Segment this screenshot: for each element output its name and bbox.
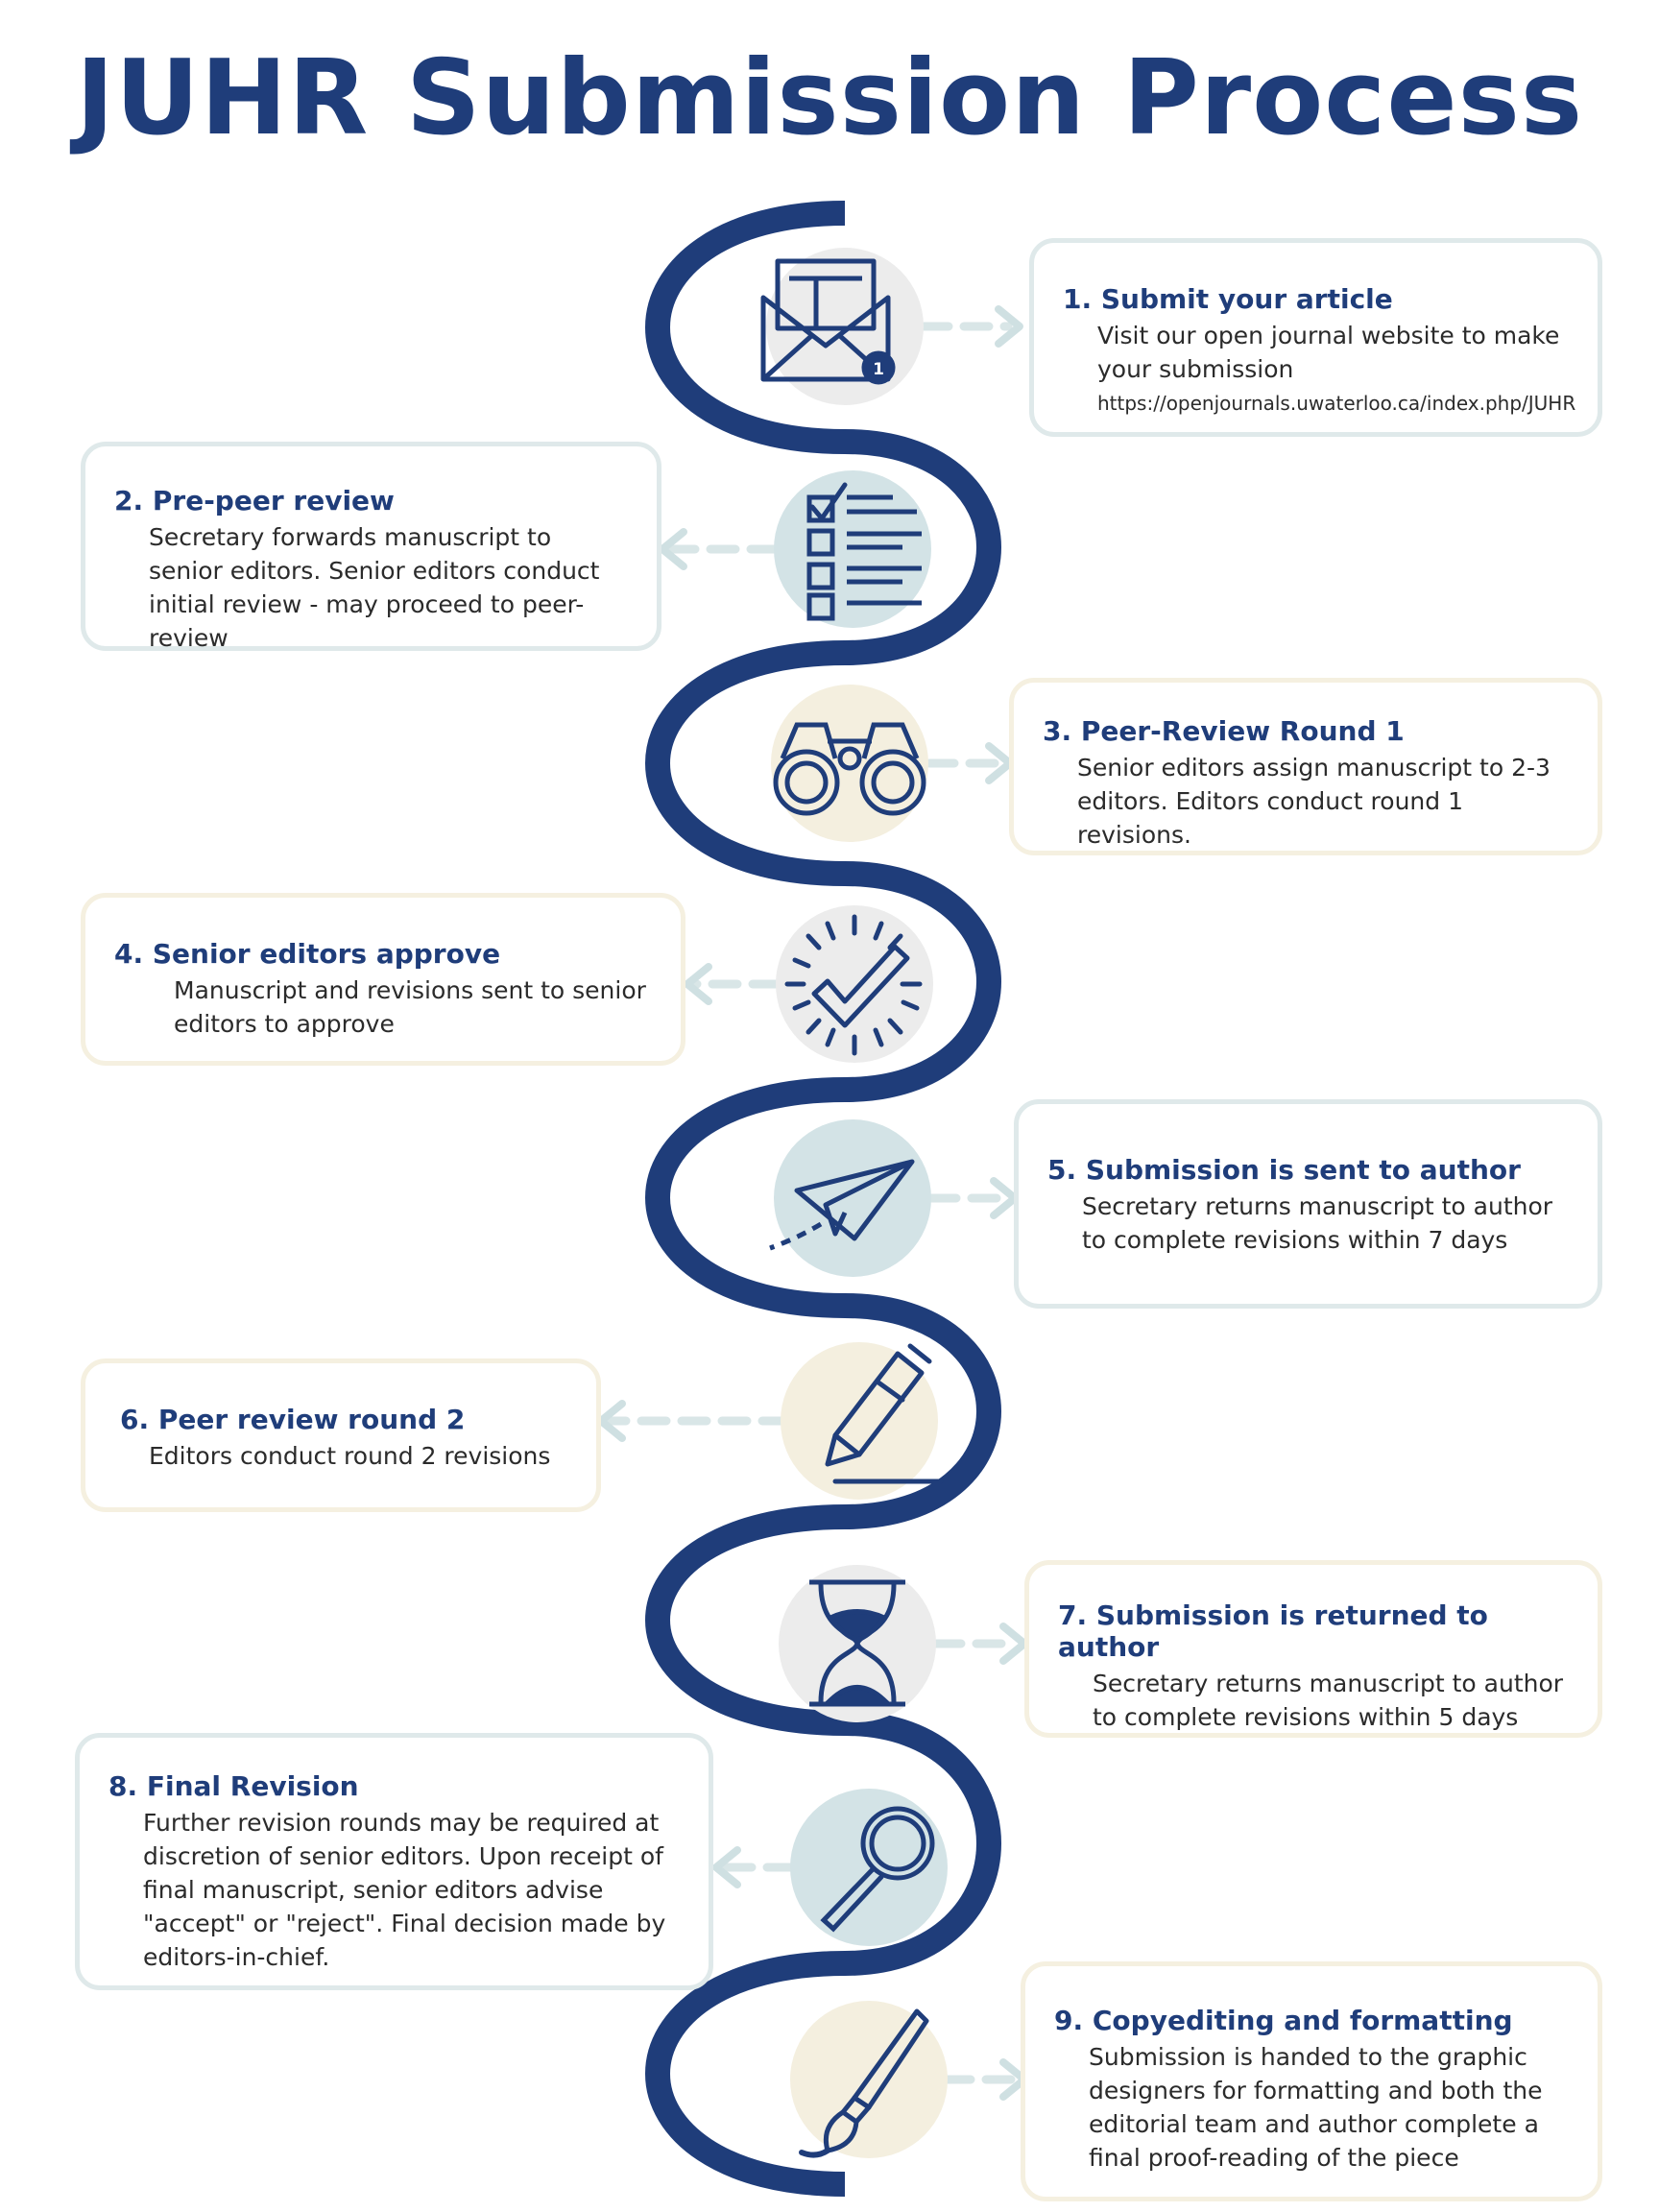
step-2-body: Secretary forwards manuscript to senior editors. Senior editors conduct initial review - may proceed to peer-review bbox=[149, 523, 600, 652]
step-5-body: Secretary returns manuscript to author to complete revisions within 7 days bbox=[1082, 1192, 1553, 1254]
step-card-8 bbox=[75, 1733, 713, 1990]
envelope-badge-icon: 1 bbox=[873, 360, 884, 379]
step-card-6 bbox=[81, 1358, 601, 1512]
step-3-heading: 3. Peer-Review Round 1 bbox=[1043, 715, 1405, 747]
step-1-heading: 1. Submit your article bbox=[1063, 283, 1393, 315]
step-6-heading: 6. Peer review round 2 bbox=[120, 1404, 466, 1435]
step-9-body: Submission is handed to the graphic designers for formatting and both the editorial team and author complete a final proof-reading of the piece bbox=[1089, 2043, 1543, 2172]
step-card-4 bbox=[81, 893, 685, 1066]
step-4-body: Manuscript and revisions sent to senior editors to approve bbox=[174, 976, 646, 1038]
step-card-2 bbox=[81, 442, 661, 651]
step-7-body: Secretary returns manuscript to author to complete revisions within 5 days bbox=[1093, 1670, 1564, 1731]
step-card-9 bbox=[1021, 1961, 1602, 2201]
page-title: JUHR Submission Process bbox=[75, 38, 1584, 158]
arrowhead-7 bbox=[1003, 1626, 1024, 1661]
step-4-heading: 4. Senior editors approve bbox=[114, 938, 501, 970]
step-3-body: Senior editors assign manuscript to 2-3 editors. Editors conduct round 1 revisions. bbox=[1077, 754, 1551, 849]
step-2-heading: 2. Pre-peer review bbox=[114, 485, 395, 517]
step-8-body: Further revision rounds may be required at discretion of senior editors. Upon receipt of final manuscript, senior editors advise "accept" or "reject". Final decision made by editors-in-chief. bbox=[143, 1809, 666, 1971]
step-1-body: Visit our open journal website to make your submission bbox=[1097, 322, 1560, 383]
step-card-3 bbox=[1009, 678, 1602, 855]
step-6-body: Editors conduct round 2 revisions bbox=[149, 1442, 551, 1470]
step-1-url[interactable]: https://openjournals.uwaterloo.ca/index.php/JUHR bbox=[1097, 392, 1576, 415]
step-card-5 bbox=[1014, 1099, 1602, 1309]
step-9-heading: 9. Copyediting and formatting bbox=[1054, 2005, 1513, 2036]
step-5-heading: 5. Submission is sent to author bbox=[1047, 1154, 1521, 1186]
step-7-heading: 7. Submission is returned to author bbox=[1058, 1599, 1488, 1663]
step-3-circle bbox=[771, 685, 928, 842]
step-5-circle bbox=[774, 1119, 931, 1277]
step-card-7 bbox=[1024, 1560, 1602, 1738]
step-card-1 bbox=[1029, 238, 1602, 437]
step-8-heading: 8. Final Revision bbox=[108, 1770, 359, 1802]
